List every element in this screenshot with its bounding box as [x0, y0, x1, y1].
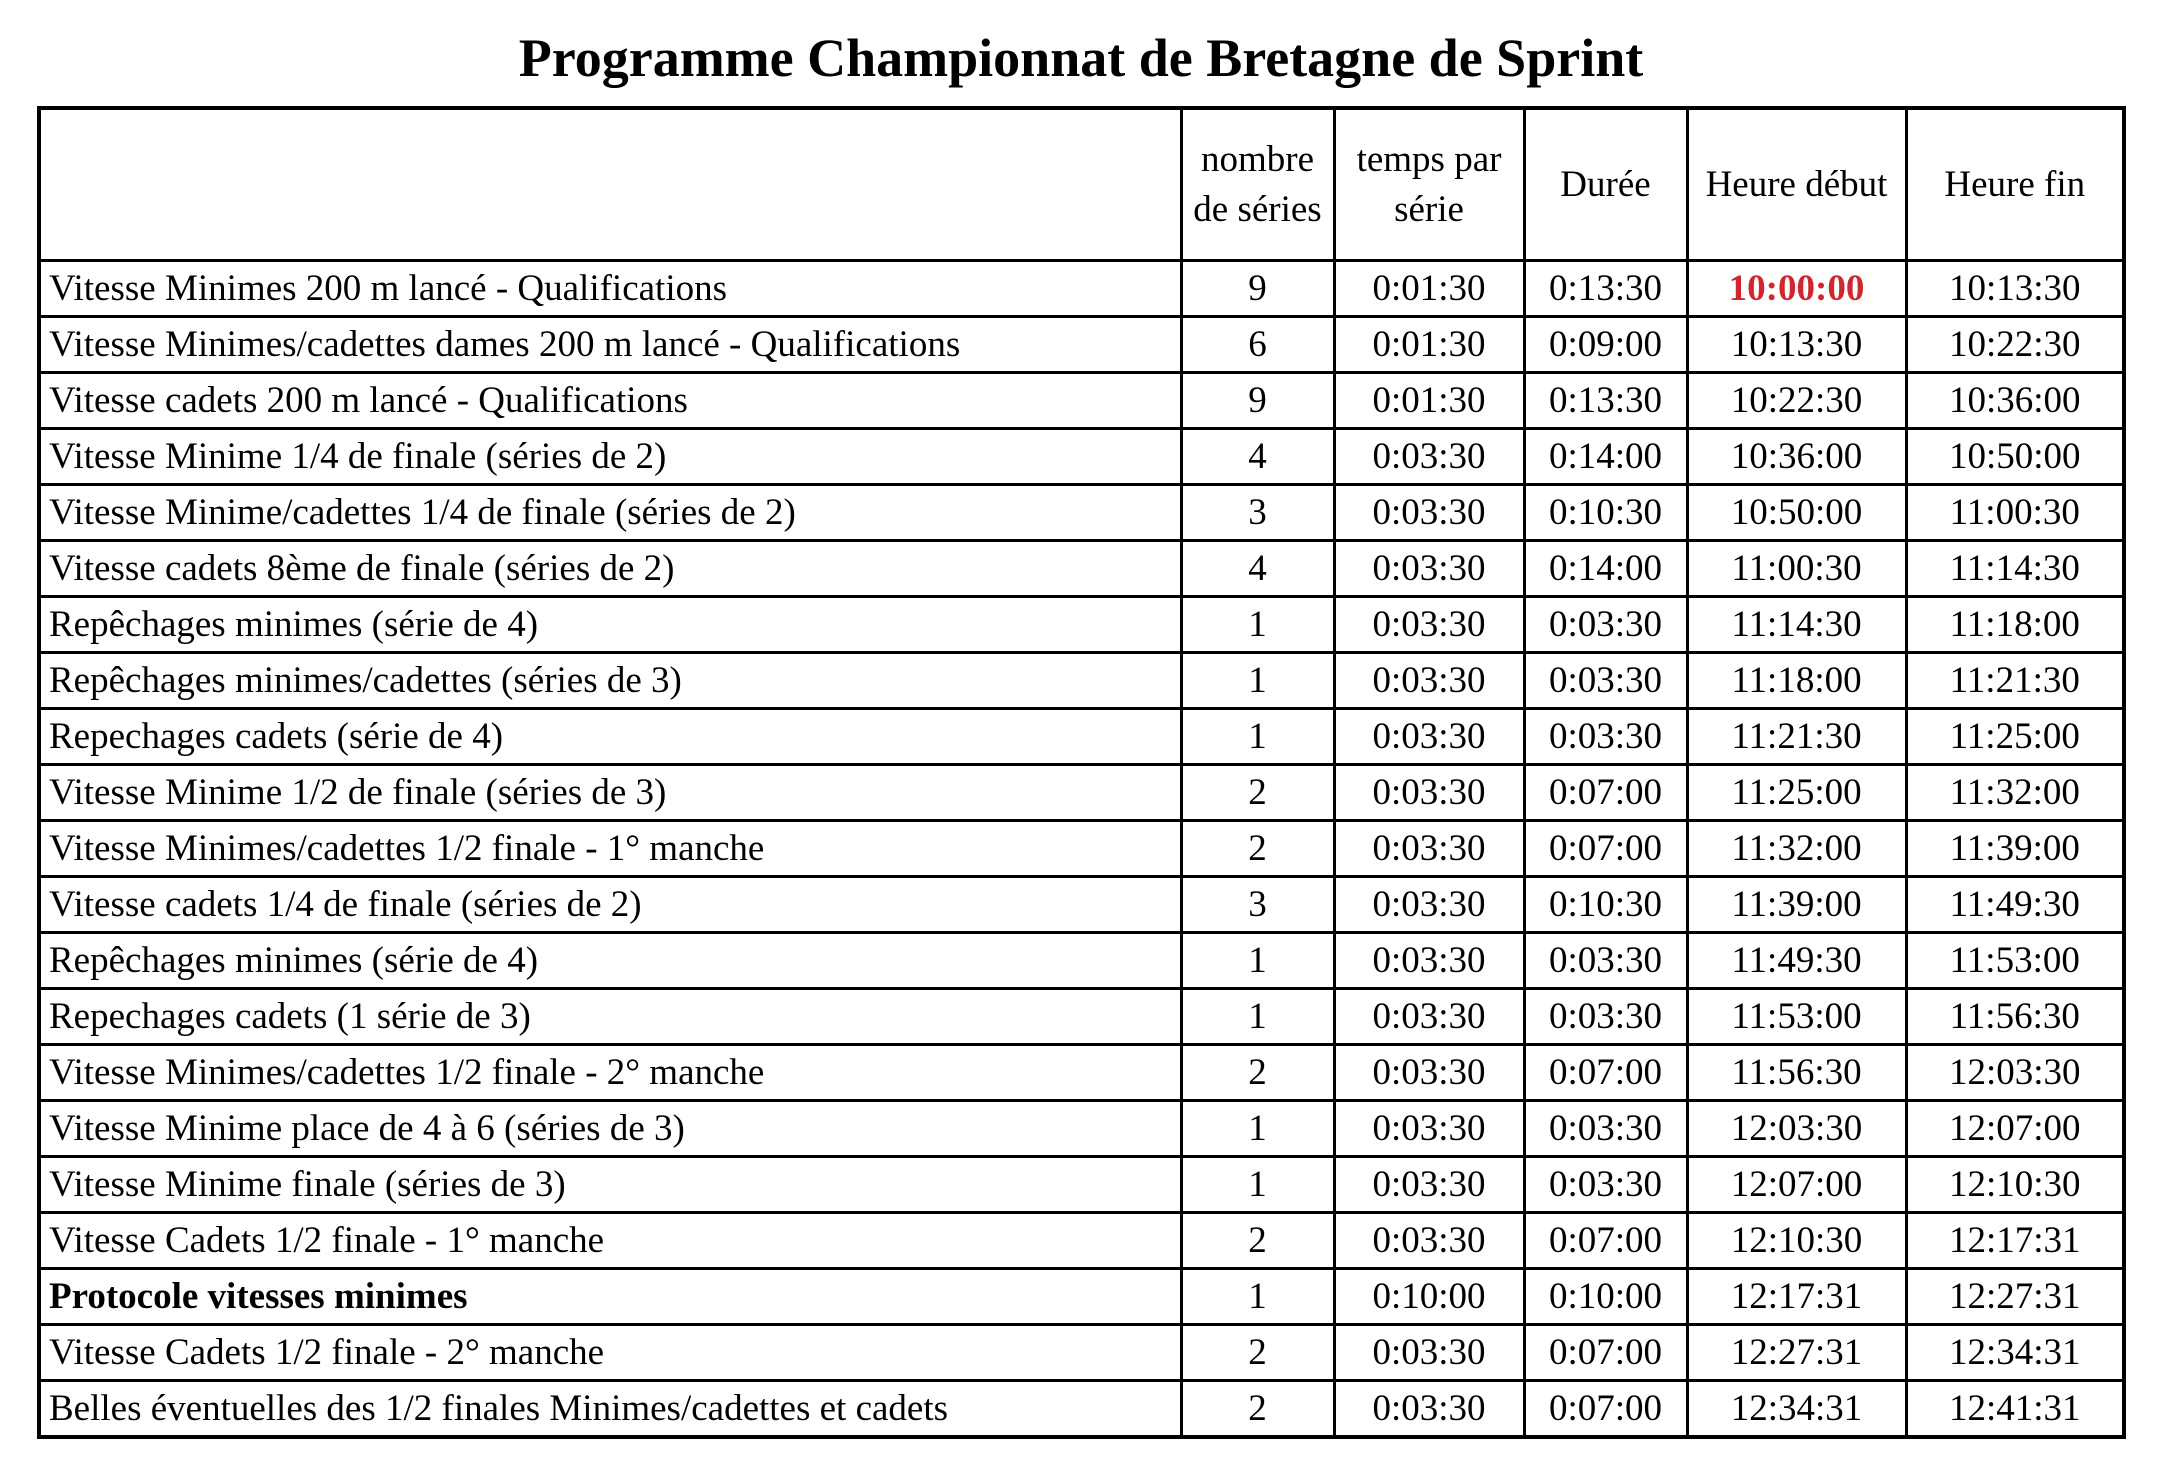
cell-end-time: 10:13:30	[1906, 261, 2124, 317]
cell-nb-series: 6	[1181, 317, 1334, 373]
table-row	[39, 877, 2124, 933]
table-row	[39, 765, 2124, 821]
cell-duration: 0:07:00	[1524, 765, 1687, 821]
cell-time-per-series: 0:03:30	[1334, 821, 1524, 877]
cell-start-time: 10:13:30	[1687, 317, 1906, 373]
cell-nb-series: 1	[1181, 1101, 1334, 1157]
cell-time-per-series: 0:01:30	[1334, 373, 1524, 429]
cell-end-time: 10:36:00	[1906, 373, 2124, 429]
cell-duration: 0:03:30	[1524, 989, 1687, 1045]
cell-duration: 0:07:00	[1524, 1325, 1687, 1381]
cell-duration: 0:03:30	[1524, 597, 1687, 653]
table-row	[39, 989, 2124, 1045]
cell-event: Repechages cadets (1 série de 3)	[39, 989, 1181, 1045]
schedule-table	[37, 106, 2126, 1439]
cell-end-time: 11:32:00	[1906, 765, 2124, 821]
cell-nb-series: 1	[1181, 933, 1334, 989]
cell-event: Vitesse Minime 1/4 de finale (séries de 2)	[39, 429, 1181, 485]
cell-end-time: 10:22:30	[1906, 317, 2124, 373]
cell-event: Vitesse Minime 1/2 de finale (séries de 3)	[39, 765, 1181, 821]
cell-nb-series: 3	[1181, 485, 1334, 541]
cell-event: Vitesse Minime place de 4 à 6 (séries de 3)	[39, 1101, 1181, 1157]
cell-end-time: 11:21:30	[1906, 653, 2124, 709]
table-row	[39, 261, 2124, 317]
table-row	[39, 1101, 2124, 1157]
cell-event: Vitesse cadets 200 m lancé - Qualifications	[39, 373, 1181, 429]
table-row	[39, 1381, 2124, 1438]
cell-nb-series: 3	[1181, 877, 1334, 933]
cell-end-time: 12:41:31	[1906, 1381, 2124, 1438]
cell-time-per-series: 0:03:30	[1334, 1381, 1524, 1438]
table-row	[39, 317, 2124, 373]
header-start-time: Heure début	[1687, 108, 1906, 261]
table-header-row	[39, 108, 2124, 261]
cell-end-time: 11:18:00	[1906, 597, 2124, 653]
cell-duration: 0:14:00	[1524, 541, 1687, 597]
cell-duration: 0:03:30	[1524, 1157, 1687, 1213]
cell-duration: 0:07:00	[1524, 1381, 1687, 1438]
cell-time-per-series: 0:03:30	[1334, 541, 1524, 597]
cell-time-per-series: 0:03:30	[1334, 1157, 1524, 1213]
cell-time-per-series: 0:03:30	[1334, 597, 1524, 653]
cell-nb-series: 4	[1181, 429, 1334, 485]
cell-time-per-series: 0:01:30	[1334, 261, 1524, 317]
cell-start-time: 10:00:00	[1687, 261, 1906, 317]
cell-start-time: 11:49:30	[1687, 933, 1906, 989]
cell-time-per-series: 0:03:30	[1334, 653, 1524, 709]
cell-nb-series: 9	[1181, 261, 1334, 317]
cell-time-per-series: 0:03:30	[1334, 1213, 1524, 1269]
cell-end-time: 11:39:00	[1906, 821, 2124, 877]
cell-event: Repêchages minimes (série de 4)	[39, 933, 1181, 989]
cell-start-time: 12:07:00	[1687, 1157, 1906, 1213]
cell-start-time: 10:22:30	[1687, 373, 1906, 429]
header-time-per-series: temps par série	[1334, 108, 1524, 261]
cell-end-time: 12:34:31	[1906, 1325, 2124, 1381]
table-row	[39, 653, 2124, 709]
cell-time-per-series: 0:03:30	[1334, 1101, 1524, 1157]
cell-duration: 0:10:00	[1524, 1269, 1687, 1325]
cell-end-time: 11:53:00	[1906, 933, 2124, 989]
table-row	[39, 541, 2124, 597]
cell-start-time: 12:34:31	[1687, 1381, 1906, 1438]
cell-nb-series: 2	[1181, 821, 1334, 877]
cell-event: Vitesse Minimes/cadettes dames 200 m lancé - Qualifications	[39, 317, 1181, 373]
cell-duration: 0:03:30	[1524, 1101, 1687, 1157]
header-duration: Durée	[1524, 108, 1687, 261]
cell-duration: 0:03:30	[1524, 653, 1687, 709]
table-row	[39, 1213, 2124, 1269]
cell-event: Vitesse Cadets 1/2 finale - 1° manche	[39, 1213, 1181, 1269]
cell-end-time: 12:17:31	[1906, 1213, 2124, 1269]
cell-duration: 0:13:30	[1524, 261, 1687, 317]
table-row	[39, 1045, 2124, 1101]
cell-start-time: 11:53:00	[1687, 989, 1906, 1045]
cell-duration: 0:09:00	[1524, 317, 1687, 373]
cell-nb-series: 2	[1181, 1381, 1334, 1438]
table-row	[39, 1269, 2124, 1325]
table-row	[39, 821, 2124, 877]
cell-nb-series: 9	[1181, 373, 1334, 429]
cell-start-time: 12:03:30	[1687, 1101, 1906, 1157]
cell-start-time: 11:21:30	[1687, 709, 1906, 765]
cell-event: Repêchages minimes (série de 4)	[39, 597, 1181, 653]
cell-duration: 0:07:00	[1524, 821, 1687, 877]
cell-time-per-series: 0:03:30	[1334, 1045, 1524, 1101]
header-nb-series: nombre de séries	[1181, 108, 1334, 261]
cell-nb-series: 1	[1181, 1269, 1334, 1325]
cell-event: Vitesse cadets 1/4 de finale (séries de 2)	[39, 877, 1181, 933]
header-end-time: Heure fin	[1906, 108, 2124, 261]
table-row	[39, 485, 2124, 541]
table-row	[39, 373, 2124, 429]
table-row	[39, 597, 2124, 653]
cell-start-time: 10:50:00	[1687, 485, 1906, 541]
cell-end-time: 11:25:00	[1906, 709, 2124, 765]
cell-nb-series: 4	[1181, 541, 1334, 597]
cell-time-per-series: 0:03:30	[1334, 709, 1524, 765]
cell-start-time: 10:36:00	[1687, 429, 1906, 485]
table-row	[39, 1325, 2124, 1381]
cell-duration: 0:03:30	[1524, 933, 1687, 989]
cell-end-time: 11:14:30	[1906, 541, 2124, 597]
cell-start-time: 12:10:30	[1687, 1213, 1906, 1269]
cell-end-time: 11:56:30	[1906, 989, 2124, 1045]
table-row	[39, 709, 2124, 765]
cell-time-per-series: 0:03:30	[1334, 933, 1524, 989]
cell-start-time: 11:18:00	[1687, 653, 1906, 709]
table-row	[39, 429, 2124, 485]
cell-nb-series: 2	[1181, 1325, 1334, 1381]
cell-end-time: 12:03:30	[1906, 1045, 2124, 1101]
cell-time-per-series: 0:03:30	[1334, 765, 1524, 821]
cell-event: Vitesse Minimes 200 m lancé - Qualifications	[39, 261, 1181, 317]
cell-event: Vitesse Minimes/cadettes 1/2 finale - 2° manche	[39, 1045, 1181, 1101]
cell-time-per-series: 0:03:30	[1334, 1325, 1524, 1381]
cell-start-time: 11:00:30	[1687, 541, 1906, 597]
cell-event: Repechages cadets (série de 4)	[39, 709, 1181, 765]
table-body	[39, 261, 2124, 1438]
cell-nb-series: 1	[1181, 597, 1334, 653]
cell-duration: 0:13:30	[1524, 373, 1687, 429]
cell-start-time: 12:17:31	[1687, 1269, 1906, 1325]
cell-event: Vitesse Minimes/cadettes 1/2 finale - 1° manche	[39, 821, 1181, 877]
table-row	[39, 1157, 2124, 1213]
cell-time-per-series: 0:03:30	[1334, 877, 1524, 933]
cell-duration: 0:03:30	[1524, 709, 1687, 765]
cell-time-per-series: 0:01:30	[1334, 317, 1524, 373]
cell-start-time: 11:32:00	[1687, 821, 1906, 877]
cell-event: Vitesse Cadets 1/2 finale - 2° manche	[39, 1325, 1181, 1381]
cell-nb-series: 1	[1181, 989, 1334, 1045]
cell-start-time: 12:27:31	[1687, 1325, 1906, 1381]
cell-duration: 0:10:30	[1524, 485, 1687, 541]
cell-start-time: 11:56:30	[1687, 1045, 1906, 1101]
cell-end-time: 12:10:30	[1906, 1157, 2124, 1213]
cell-duration: 0:10:30	[1524, 877, 1687, 933]
cell-duration: 0:14:00	[1524, 429, 1687, 485]
cell-end-time: 10:50:00	[1906, 429, 2124, 485]
cell-start-time: 11:39:00	[1687, 877, 1906, 933]
cell-nb-series: 1	[1181, 709, 1334, 765]
cell-duration: 0:07:00	[1524, 1213, 1687, 1269]
cell-duration: 0:07:00	[1524, 1045, 1687, 1101]
cell-nb-series: 2	[1181, 765, 1334, 821]
cell-time-per-series: 0:03:30	[1334, 485, 1524, 541]
cell-nb-series: 1	[1181, 1157, 1334, 1213]
cell-nb-series: 1	[1181, 653, 1334, 709]
cell-event: Vitesse Minime finale (séries de 3)	[39, 1157, 1181, 1213]
cell-end-time: 11:00:30	[1906, 485, 2124, 541]
cell-time-per-series: 0:03:30	[1334, 989, 1524, 1045]
header-event	[39, 108, 1181, 261]
cell-end-time: 12:27:31	[1906, 1269, 2124, 1325]
cell-end-time: 12:07:00	[1906, 1101, 2124, 1157]
cell-end-time: 11:49:30	[1906, 877, 2124, 933]
cell-event: Repêchages minimes/cadettes (séries de 3)	[39, 653, 1181, 709]
cell-time-per-series: 0:03:30	[1334, 429, 1524, 485]
cell-event: Belles éventuelles des 1/2 finales Minimes/cadettes et cadets	[39, 1381, 1181, 1438]
cell-start-time: 11:14:30	[1687, 597, 1906, 653]
cell-event: Protocole vitesses minimes	[39, 1269, 1181, 1325]
cell-start-time: 11:25:00	[1687, 765, 1906, 821]
cell-nb-series: 2	[1181, 1045, 1334, 1101]
cell-time-per-series: 0:10:00	[1334, 1269, 1524, 1325]
page-title: Programme Championnat de Bretagne de Sprint	[518, 28, 1644, 88]
cell-event: Vitesse Minime/cadettes 1/4 de finale (séries de 2)	[39, 485, 1181, 541]
cell-nb-series: 2	[1181, 1213, 1334, 1269]
cell-event: Vitesse cadets 8ème de finale (séries de 2)	[39, 541, 1181, 597]
table-row	[39, 933, 2124, 989]
